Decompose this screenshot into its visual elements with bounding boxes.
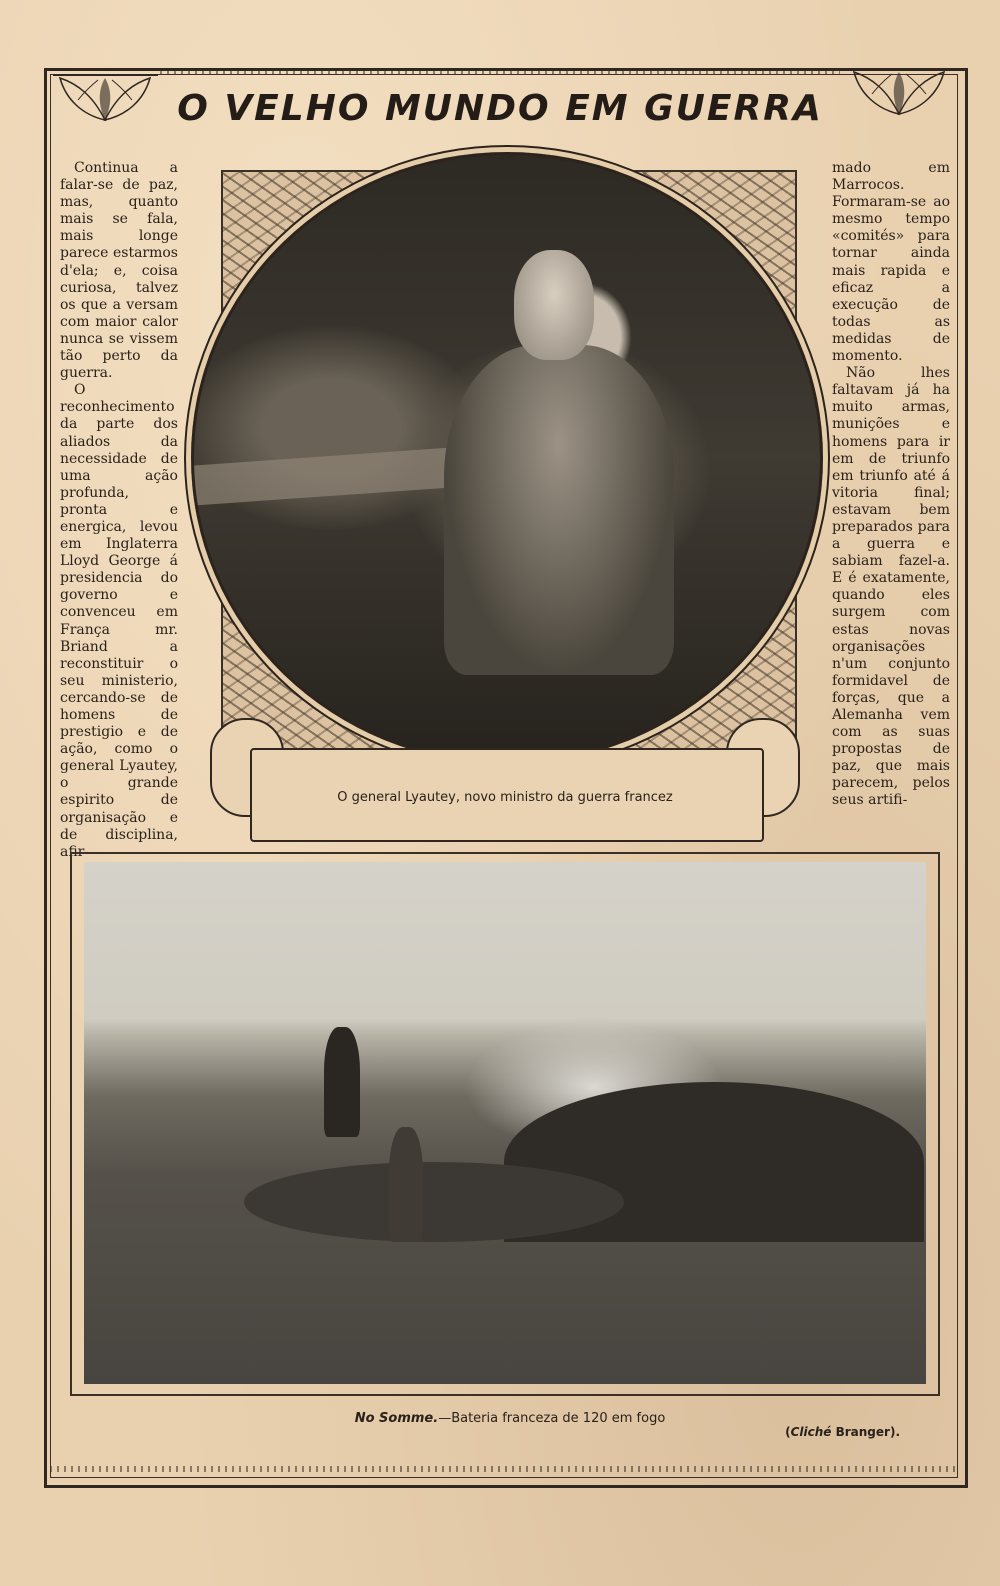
photo-soldier [389, 1127, 423, 1242]
corner-ornament-right-icon [842, 64, 957, 119]
photo-general-body [444, 345, 674, 675]
credit-name: Branger [831, 1425, 890, 1439]
border-dotted-band-bottom [50, 1466, 956, 1472]
caption-lead: No Somme. [354, 1411, 439, 1426]
article-paragraph: Continua a falar-se de paz, mas, quanto mais se fala, mais longe parece estarmos d'ela; e, coisa curiosa, talvez os que a versam com maior calor nunca se vissem tão perto da guerra. [60, 160, 178, 382]
caption-scroll-banner [210, 718, 800, 843]
corner-ornament-left-icon [48, 70, 163, 125]
portrait-caption: O general Lyautey, novo ministro da guerra francez [337, 790, 673, 805]
page-title: O VELHO MUNDO EM GUERRA [177, 88, 823, 129]
photo-general-head [514, 250, 594, 360]
portrait-photo [191, 152, 823, 764]
article-paragraph: mado em Marrocos. Formaram-se ao mesmo tempo «comités» para tornar ainda mais rapida e eficaz a execução de todas as medidas de momento. [832, 160, 950, 365]
photo-soldier [324, 1027, 360, 1137]
battle-photo [84, 862, 926, 1384]
photo-credit: (Cliché Branger). [785, 1425, 900, 1439]
credit-label: Cliché [790, 1425, 832, 1439]
caption-text: —Bateria franceza de 120 em fogo [438, 1411, 666, 1426]
article-paragraph: Não lhes faltavam já ha muito armas, munições e homens para ir em de triunfo em triunfo até á vitoria final; estavam bem preparados para a guerra e sabiam fazel-a. E é exatamente, quando eles surgem com estas novas organisações n'um conjunto formidavel de forças, que a Alemanha vem com as suas propostas de paz, que mais parecem, pelos seus artifi- [832, 365, 950, 809]
article-paragraph: O reconhecimento da parte dos aliados da necessidade de uma ação profunda, pronta e energica, levou em Inglaterra Lloyd George á presidencia do governo e convenceu em França mr. Briand a reconstituir o seu ministerio, cercando-se de homens de prestigio e de ação, como o general Lyautey, o grande espirito de organisação e de disciplina, afir- [60, 382, 178, 860]
article-column-left [60, 160, 178, 861]
article-column-right [832, 160, 950, 810]
battle-photo-caption [300, 1411, 720, 1426]
border-dotted-band-top [160, 70, 840, 75]
photo-trench [244, 1162, 624, 1242]
